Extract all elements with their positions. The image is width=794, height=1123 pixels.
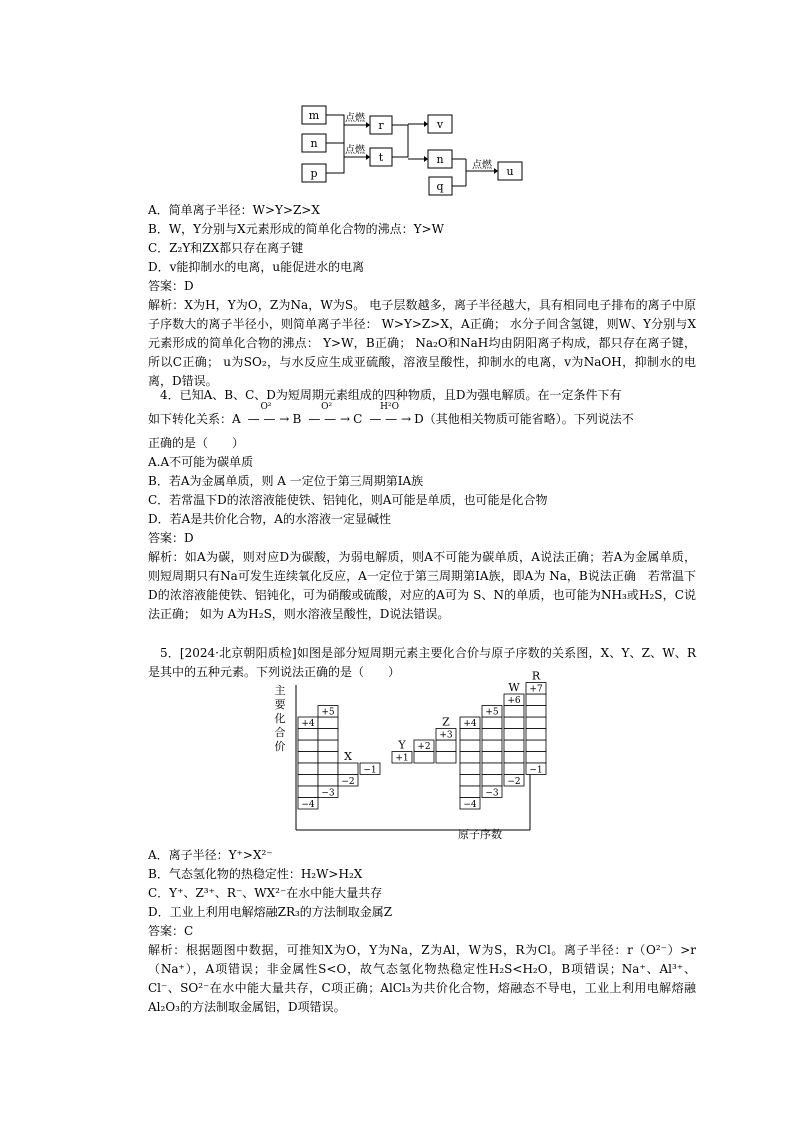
bar-value-label: +3 bbox=[439, 730, 453, 741]
bar-cell bbox=[504, 763, 524, 775]
valence-chart bbox=[268, 669, 543, 841]
bar-cell bbox=[298, 775, 318, 787]
q5-answer: 答案：C bbox=[148, 924, 194, 938]
bar-cell bbox=[318, 775, 338, 787]
q4-stem-part: B bbox=[292, 412, 302, 426]
bar-cell bbox=[460, 729, 480, 741]
bar-cell bbox=[526, 740, 546, 752]
bar-value-label: +7 bbox=[529, 684, 543, 695]
bar-cell bbox=[318, 717, 338, 729]
bar-cell bbox=[298, 740, 318, 752]
bar-cell bbox=[526, 694, 546, 706]
flow-box: t bbox=[378, 151, 384, 164]
flow-box: p bbox=[310, 167, 318, 180]
arrow-condition: O² bbox=[260, 402, 272, 412]
flow-box: n bbox=[310, 137, 318, 150]
bar-cell bbox=[526, 752, 546, 764]
conversion-arrow: O² — — → bbox=[245, 410, 293, 429]
flow-box-q bbox=[428, 176, 454, 198]
flow-connector bbox=[452, 184, 468, 188]
q4-stem-end: 正确的是（ ） bbox=[148, 436, 245, 450]
element-label: X bbox=[344, 750, 352, 763]
bar-cell bbox=[526, 717, 546, 729]
q5-analysis: 解析：根据题图中数据，可推知X为O，Y为Na，Z为Al，W为S，R为Cl。离子半径：r（O²⁻）>r（Na⁺），A项错误；非金属性S<O，故气态氢化物热稳定性H₂S<H₂O，B项错误；Na⁺、Al³⁺、Cl⁻、SO²⁻在水中能大量共存，C项正确；AlCl₃为共价化合物，熔融态不导电，工业上利用电解熔融Al₂O₃的方法制取金属铝，D项错误。 bbox=[148, 943, 696, 1014]
flow-box: m bbox=[308, 109, 320, 122]
bar-value-label: +2 bbox=[417, 742, 431, 752]
element-label: R bbox=[531, 669, 541, 683]
q3-analysis: 解析：X为H，Y为O，Z为Na，W为S。 电子层数越多，离子半径越大，具有相同电子排布的离子中原子序数大的离子半径小，则简单离子半径： W>Y>Z>X，A正确； 水分子间含氢键，则W、Y分别与X元素形成的简单化合物的沸点： Y>W，B正确； Na₂O和NaH均由阴阳离子构成，都只存在离子键，所以C正确； u为SO₂，与水反应生成亚硫酸，溶液呈酸性，抑制水的电离，v为NaOH，抑制水的电离，D错误。 bbox=[148, 298, 696, 388]
bar-value-label: −1 bbox=[529, 765, 543, 776]
bar-value-label: +5 bbox=[321, 707, 335, 718]
element-label: Y bbox=[398, 738, 406, 752]
bar-cell bbox=[482, 740, 502, 752]
q3-answer: 答案：D bbox=[148, 279, 194, 293]
arrow-condition: O² bbox=[321, 402, 333, 412]
flow-box: r bbox=[378, 119, 384, 132]
q3-option-d: D．v能抑制水的电离，u能促进水的电离 bbox=[148, 260, 365, 274]
bar-value-label: −4 bbox=[301, 800, 315, 810]
bar-cell bbox=[460, 763, 480, 775]
q4-option-b: B．若A为金属单质，则 A 一定位于第三周期第ⅠA族 bbox=[148, 474, 424, 488]
bar-cell bbox=[298, 752, 318, 764]
bar-value-label: +4 bbox=[301, 719, 315, 729]
y-axis-label: 主 bbox=[274, 684, 286, 697]
arrow-label: 点燃 bbox=[472, 160, 492, 171]
flow-diagram bbox=[300, 98, 530, 188]
conversion-arrow: O² — — → bbox=[305, 410, 353, 429]
svg-text:q: q bbox=[436, 180, 444, 193]
bar-cell bbox=[436, 740, 456, 752]
bar-cell bbox=[318, 729, 338, 741]
q4-conversion bbox=[148, 402, 700, 429]
q5-stem: 5．[2024·北京朝阳质检]如图是部分短周期元素主要化合价与原子序数的关系图，X、Y、Z、W、R是其中的五种元素。下列说法正确的是（ ） bbox=[148, 646, 696, 679]
q5-option-a: A．离子半径：Y⁺>X²⁻ bbox=[148, 848, 273, 862]
bar-cell bbox=[460, 786, 480, 798]
bar-cell bbox=[460, 775, 480, 787]
y-axis-label: 化 bbox=[274, 712, 286, 725]
bar-cell bbox=[298, 786, 318, 798]
q3-option-b: B．W，Y分别与X元素形成的简单化合物的沸点：Y>W bbox=[148, 222, 444, 236]
q4-option-a: A.A不可能为碳单质 bbox=[148, 455, 254, 469]
q4-stem: 4．已知A、B、C、D为短周期元素组成的四种物质，且D为强电解质。在一定条件下有 bbox=[160, 388, 622, 402]
bar-cell bbox=[414, 752, 434, 764]
bar-value-label: +1 bbox=[395, 753, 409, 764]
q4-option-c: C．若常温下D的浓溶液能使铁、铝钝化，则A可能是单质，也可能是化合物 bbox=[148, 493, 548, 507]
q5-option-b: B．气态氢化物的热稳定性：H₂W>H₂X bbox=[148, 867, 363, 881]
arrow-label: 点燃 bbox=[345, 145, 365, 156]
bar-cell bbox=[504, 752, 524, 764]
arrow-label: 点燃 bbox=[345, 113, 365, 124]
bar-cell bbox=[526, 706, 546, 718]
bar-value-label: −3 bbox=[485, 788, 499, 799]
bar-value-label: +6 bbox=[507, 696, 521, 706]
x-axis-label: 原子序数 bbox=[458, 828, 502, 841]
bar-cell bbox=[482, 775, 502, 787]
q4-option-d: D．若A是共价化合物，A的水溶液一定显碱性 bbox=[148, 512, 391, 526]
q5-option-c: C．Y⁺、Z³⁺、R⁻、WX²⁻在水中能大量共存 bbox=[148, 886, 383, 900]
q4-stem-part: C bbox=[353, 412, 363, 426]
y-axis-label: 要 bbox=[274, 698, 286, 711]
bar-cell bbox=[526, 729, 546, 741]
flow-box: n bbox=[436, 153, 444, 166]
y-axis-label: 价 bbox=[274, 740, 286, 753]
bar-cell bbox=[504, 706, 524, 718]
q4-answer: 答案：D bbox=[148, 531, 194, 545]
bar-cell bbox=[318, 763, 338, 775]
bar-value-label: −2 bbox=[507, 777, 521, 787]
bar-value-label: −4 bbox=[463, 800, 477, 810]
bar-value-label: −2 bbox=[341, 777, 355, 787]
element-label: Z bbox=[442, 715, 450, 729]
q4-analysis: 解析：如A为碳，则对应D为碳酸，为弱电解质，则A不可能为碳单质，A说法正确；若A为金属单质，则短周期只有Na可发生连续氧化反应，A一定位于第三周期第ⅠA族，即A为 Na，B说法正确 若常温下D的浓溶液能使铁、铝钝化，可为硝酸或硫酸，对应的A可为 S、N的单质，也可能为NH₃或H₂S，C说法正确； 如为 A为H₂S，则水溶液呈酸性，D说法错误。 bbox=[148, 550, 696, 621]
flow-box: v bbox=[436, 118, 444, 131]
bar-cell bbox=[298, 763, 318, 775]
q3-option-a: A．简单离子半径：W>Y>Z>X bbox=[148, 203, 320, 217]
bar-cell bbox=[504, 717, 524, 729]
bar-value-label: +5 bbox=[485, 707, 499, 718]
bar-value-label: +4 bbox=[463, 719, 477, 729]
bar-cell bbox=[460, 740, 480, 752]
bar-cell bbox=[338, 763, 358, 775]
bar-cell bbox=[482, 717, 502, 729]
bar-cell bbox=[318, 752, 338, 764]
flow-box: u bbox=[506, 165, 514, 178]
q3-option-c: C．Z₂Y和ZX都只存在离子键 bbox=[148, 241, 304, 255]
bar-cell bbox=[504, 740, 524, 752]
q4-stem-part: 如下转化关系：A bbox=[148, 412, 241, 426]
q4-stem-part: D（其他相关物质可能省略）。下列说法不 bbox=[414, 412, 634, 426]
bar-cell bbox=[504, 729, 524, 741]
conversion-arrow: H²O — — → bbox=[366, 410, 414, 429]
arrow-condition: H²O bbox=[380, 402, 400, 412]
bar-cell bbox=[482, 729, 502, 741]
bar-cell bbox=[318, 740, 338, 752]
q5-option-d: D．工业上利用电解熔融ZR₃的方法制取金属Z bbox=[148, 905, 393, 919]
bar-cell bbox=[298, 729, 318, 741]
bar-value-label: −3 bbox=[321, 788, 335, 799]
element-label: W bbox=[508, 681, 520, 694]
bar-cell bbox=[436, 752, 456, 764]
bar-cell bbox=[482, 752, 502, 764]
bar-value-label: −1 bbox=[363, 765, 377, 776]
bar-cell bbox=[460, 752, 480, 764]
y-axis-label: 合 bbox=[274, 726, 286, 739]
bar-cell bbox=[482, 763, 502, 775]
